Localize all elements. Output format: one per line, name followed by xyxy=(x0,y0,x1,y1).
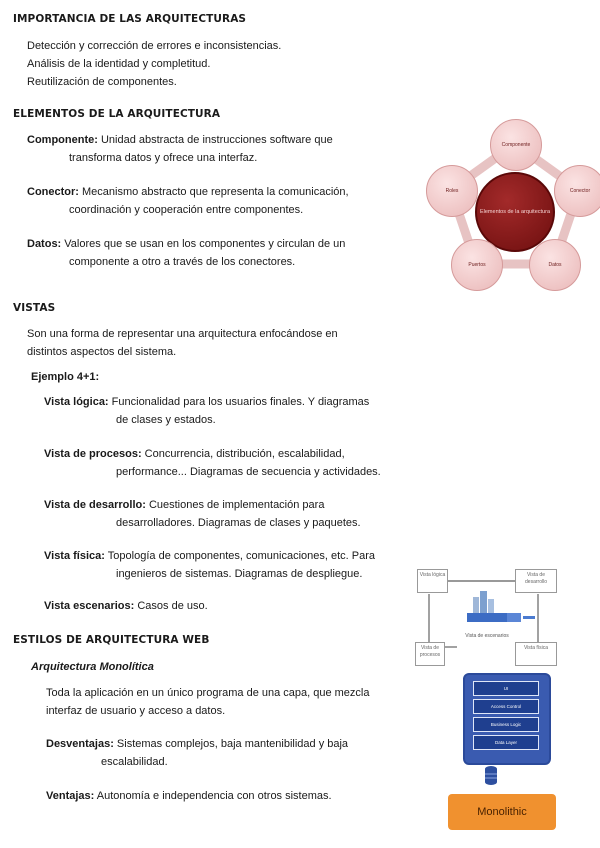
view-term: Vista lógica: xyxy=(44,396,109,408)
element-desc-cont: componente a otro a través de los conectores. xyxy=(69,256,296,268)
element-desc-cont: coordinación y cooperación entre componentes. xyxy=(69,204,304,216)
monolith-diagram xyxy=(463,673,551,765)
web-text: Autonomía e independencia con otros sistemas. xyxy=(94,790,332,802)
view-box-fisica: Vista física xyxy=(515,642,557,666)
ring-node-datos: Datos xyxy=(529,239,581,291)
view-desc: Topología de componentes, comunicaciones, etc. Para xyxy=(104,550,376,562)
view-term: Vista de desarrollo: xyxy=(44,499,146,511)
elements-ring-diagram xyxy=(420,122,600,292)
monolith-layer-access-control: Access Control xyxy=(473,699,539,714)
web-desc-cont: interfaz de usuario y acceso a datos. xyxy=(46,705,226,717)
views-4plus1-diagram xyxy=(415,569,565,667)
element-desc: Unidad abstracta de instrucciones software que xyxy=(97,134,333,146)
view-desc: Casos de uso. xyxy=(134,600,208,612)
element-line xyxy=(27,183,349,201)
view-desc-cont: de clases y estados. xyxy=(116,414,216,426)
view-desc-cont: performance... Diagramas de secuencia y actividades. xyxy=(116,466,381,478)
view-line xyxy=(44,496,324,514)
ring-node-componente: Componente xyxy=(490,119,542,171)
views-title: VISTAS xyxy=(13,302,56,314)
element-term: Conector: xyxy=(27,186,79,198)
view-term: Vista física: xyxy=(44,550,105,562)
importance-title: IMPORTANCIA DE LAS ARQUITECTURAS xyxy=(13,13,247,25)
view-line xyxy=(44,547,375,565)
web-subtitle: Arquitectura Monolítica xyxy=(31,661,154,673)
element-desc: Mecanismo abstracto que representa la comunicación, xyxy=(78,186,349,198)
view-desc-cont: ingenieros de sistemas. Diagramas de despliegue. xyxy=(116,568,363,580)
view-term: Vista de procesos: xyxy=(44,448,142,460)
view-center-label: Vista de escenarios xyxy=(465,633,509,639)
view-box-desarrollo: Vista de desarrollo xyxy=(515,569,557,593)
view-desc: Cuestiones de implementación para xyxy=(145,499,325,511)
monolith-layer-business-logic: Business Logic xyxy=(473,717,539,732)
web-desc: Toda la aplicación en un único programa de una capa, que mezcla xyxy=(46,687,370,699)
web-disadvantages-line xyxy=(46,735,348,753)
ring-node-roles: Roles xyxy=(426,165,478,217)
element-desc: Valores que se usan en los componentes y circulan de un xyxy=(61,238,346,250)
database-icon xyxy=(484,765,498,787)
element-desc-cont: transforma datos y ofrece una interfaz. xyxy=(69,152,258,164)
monolithic-label: Monolithic xyxy=(448,794,556,830)
monolith-layer-ui: UI xyxy=(473,681,539,696)
web-disadvantages-cont: escalabilidad. xyxy=(101,756,168,768)
views-example-label: Ejemplo 4+1: xyxy=(31,371,100,383)
view-desc-cont: desarrolladores. Diagramas de clases y paquetes. xyxy=(116,517,361,529)
views-intro: Son una forma de representar una arquitectura enfocándose en xyxy=(27,328,338,340)
ring-node-puertos: Puertos xyxy=(451,239,503,291)
view-box-procesos: Vista de procesos xyxy=(415,642,445,666)
ring-node-conector: Conector xyxy=(554,165,600,217)
importance-item: Reutilización de componentes. xyxy=(27,76,177,88)
web-title: ESTILOS DE ARQUITECTURA WEB xyxy=(13,634,210,646)
web-advantages-line xyxy=(46,787,332,805)
view-scenarios-line xyxy=(44,597,208,615)
view-desc: Funcionalidad para los usuarios finales. Y diagramas xyxy=(108,396,370,408)
importance-item: Análisis de la identidad y completitud. xyxy=(27,58,211,70)
elements-title: ELEMENTOS DE LA ARQUITECTURA xyxy=(13,108,221,120)
view-line xyxy=(44,445,345,463)
element-line xyxy=(27,235,345,253)
view-line xyxy=(44,393,369,411)
web-term: Desventajas: xyxy=(46,738,114,750)
ring-center-node: Elementos de la arquitectura xyxy=(475,172,555,252)
view-term: Vista escenarios: xyxy=(44,600,135,612)
element-term: Componente: xyxy=(27,134,98,146)
views-intro-cont: distintos aspectos del sistema. xyxy=(27,346,177,358)
web-term: Ventajas: xyxy=(46,790,95,802)
view-box-logica: Vista lógica xyxy=(417,569,448,593)
view-desc: Concurrencia, distribución, escalabilidad, xyxy=(141,448,345,460)
monolith-layer-data: Data Layer xyxy=(473,735,539,750)
importance-item: Detección y corrección de errores e inconsistencias. xyxy=(27,40,282,52)
element-term: Datos: xyxy=(27,238,62,250)
web-text: Sistemas complejos, baja mantenibilidad y baja xyxy=(113,738,349,750)
element-line xyxy=(27,131,333,149)
